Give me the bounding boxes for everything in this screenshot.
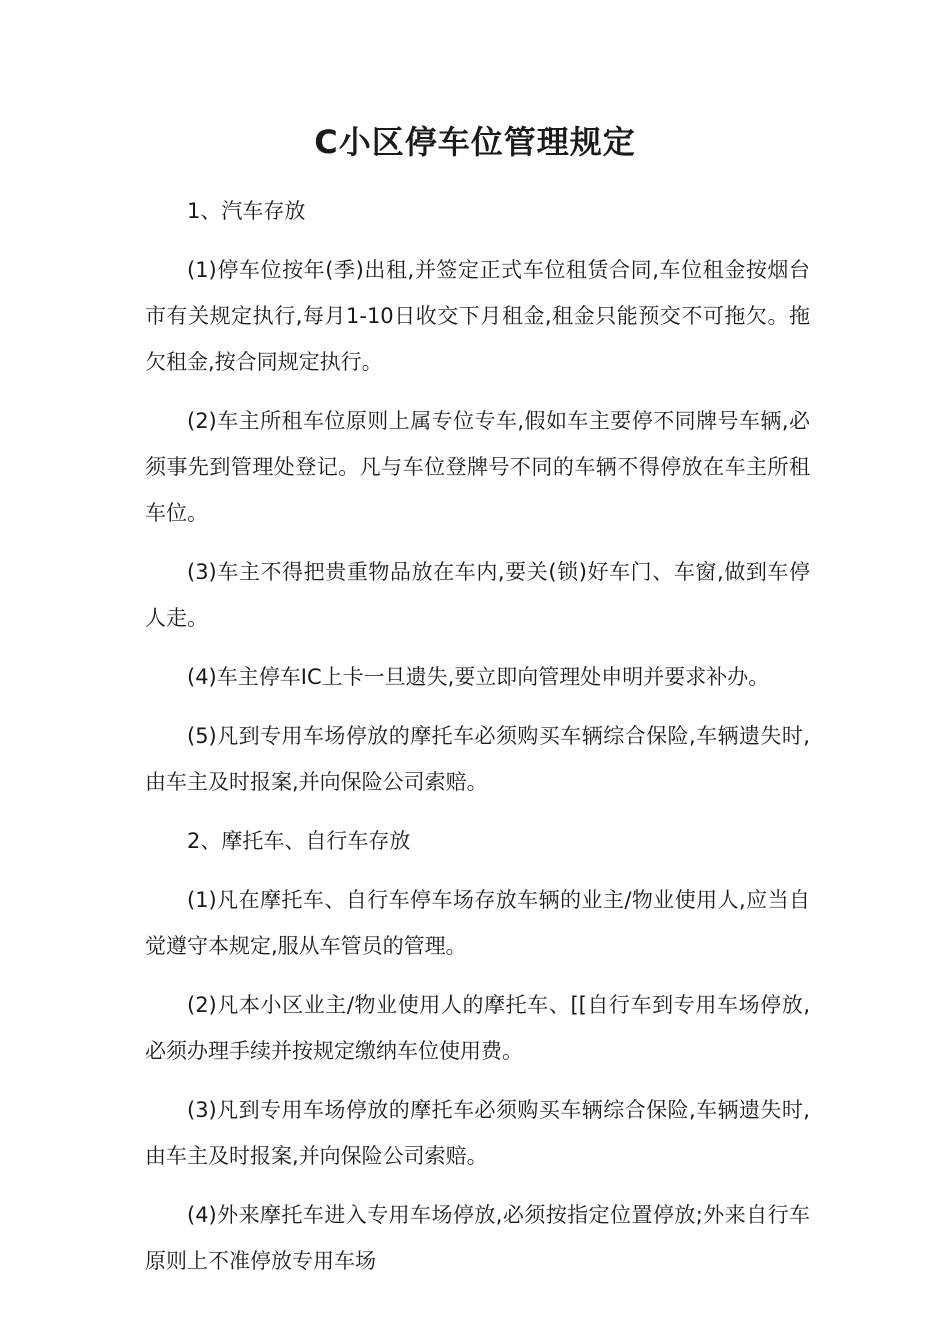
paragraph: (5)凡到专用车场停放的摩托车必须购买车辆综合保险,车辆遗失时,由车主及时报案,并向保险公司索赔。: [145, 724, 810, 794]
paragraph: (4)外来摩托车进入专用车场停放,必须按指定位置停放;外来自行车原则上不准停放专用车场: [145, 1203, 810, 1273]
paragraph: (3)凡到专用车场停放的摩托车必须购买车辆综合保险,车辆遗失时,由车主及时报案,并向保险公司索赔。: [145, 1098, 810, 1168]
paragraph: (2)车主所租车位原则上属专位专车,假如车主要停不同牌号车辆,必须事先到管理处登记。凡与车位登牌号不同的车辆不得停放在车主所租车位。: [145, 409, 810, 525]
paragraph: (1)停车位按年(季)出租,并签定正式车位租赁合同,车位租金按烟台市有关规定执行,每月1-10日收交下月租金,租金只能预交不可拖欠。拖欠租金,按合同规定执行。: [145, 258, 810, 374]
section-heading-motorcycle-bicycle-storage: 2、摩托车、自行车存放: [187, 829, 411, 853]
document-title: C小区停车位管理规定: [314, 123, 636, 161]
document-body: [145, 188, 810, 1297]
paragraph: (3)车主不得把贵重物品放在车内,要关(锁)好车门、车窗,做到车停人走。: [145, 560, 810, 630]
paragraph: (1)凡在摩托车、自行车停车场存放车辆的业主/物业使用人,应当自觉遵守本规定,服从车管员的管理。: [145, 888, 810, 958]
section-heading-car-storage: 1、汽车存放: [187, 199, 306, 223]
paragraph: (4)车主停车IC上卡一旦遗失,要立即向管理处申明并要求补办。: [187, 665, 770, 689]
paragraph: (2)凡本小区业主/物业使用人的摩托车、[[自行车到专用车场停放,必须办理手续并按规定缴纳车位使用费。: [145, 993, 810, 1063]
